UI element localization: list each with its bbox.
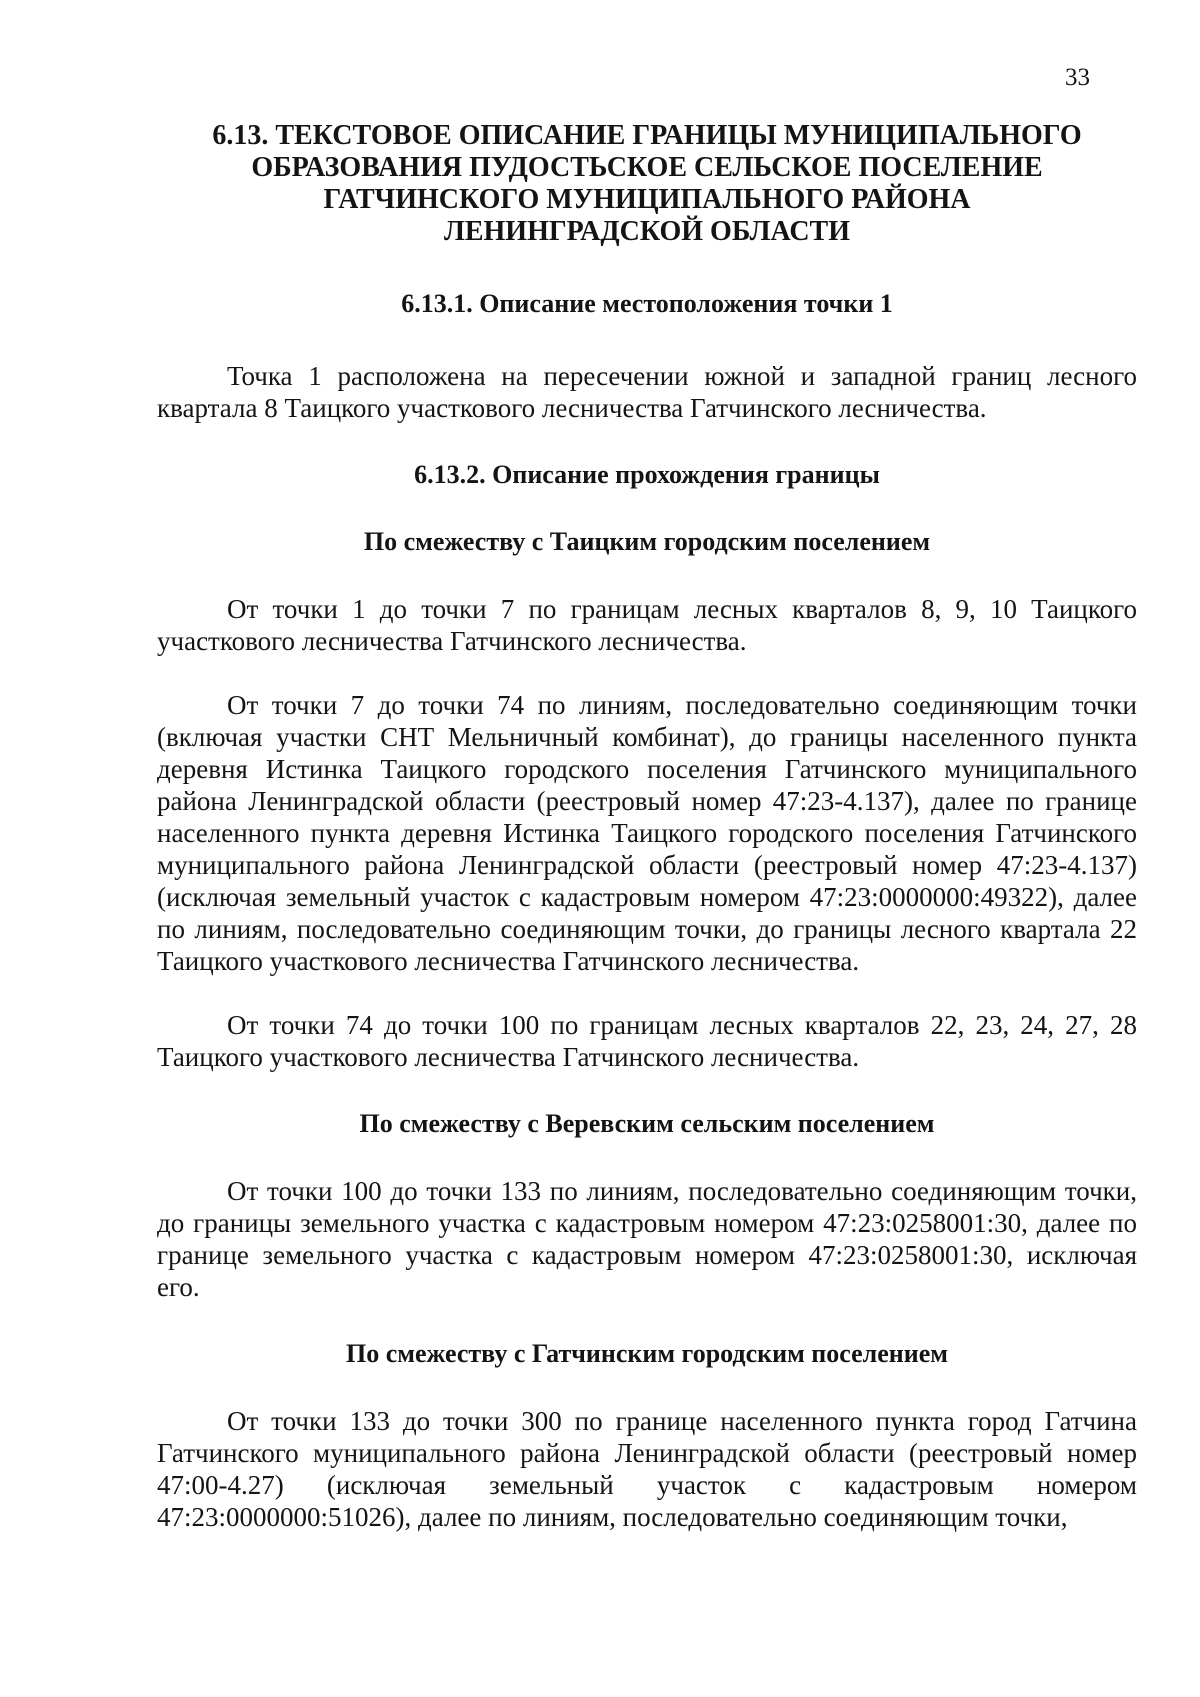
paragraph: От точки 133 до точки 300 по границе населенного пункта город Гатчина Гатчинского муниципального района Ленинградской области (реестровый номер 47:00-4.27) (исключая земельный участок с кадастровым номером 47:23:0000000:51026), далее по линиям, последовательно соединяющим точки, <box>157 1406 1137 1532</box>
paragraph: От точки 74 до точки 100 по границам лесных кварталов 22, 23, 24, 27, 28 Таицкого участкового лесничества Гатчинского лесничества. <box>157 1010 1137 1072</box>
group-heading-gatchina: По смежеству с Гатчинским городским поселением <box>345 1339 949 1368</box>
section-heading-boundary-route: 6.13.2. Описание прохождения границы <box>414 460 880 489</box>
paragraph: От точки 1 до точки 7 по границам лесных кварталов 8, 9, 10 Таицкого участкового лесничества Гатчинского лесничества. <box>157 594 1137 656</box>
paragraph: От точки 100 до точки 133 по линиям, последовательно соединяющим точки, до границы земельного участка с кадастровым номером 47:23:0258001:30, далее по границе земельного участка с кадастровым номером 47:23:0258001:30, исключая его. <box>157 1176 1137 1302</box>
group-heading-taitsy: По смежеству с Таицким городским поселением <box>363 527 931 556</box>
title-line: 6.13. ТЕКСТОВОЕ ОПИСАНИЕ ГРАНИЦЫ МУНИЦИПАЛЬНОГО <box>212 120 1082 151</box>
document-title <box>157 120 1137 248</box>
title-line: ЛЕНИНГРАДСКОЙ ОБЛАСТИ <box>443 216 851 247</box>
paragraph: От точки 7 до точки 74 по линиям, последовательно соединяющим точки (включая участки СНТ Мельничный комбинат), до границы населенного пункта деревня Истинка Таицкого городского поселения Гатчинского муниципального района Ленинградской области (реестровый номер 47:23-4.137), далее по границе населенного пункта деревня Истинка Таицкого городского поселения Гатчинского муниципального района Ленинградской области (реестровый номер 47:23-4.137) (исключая земельный участок с кадастровым номером 47:23:0000000:49322), далее по линиям, последовательно соединяющим точки, до границы лесного квартала 22 Таицкого участкового лесничества Гатчинского лесничества. <box>157 690 1137 976</box>
group-heading-verevo: По смежеству с Веревским сельским поселением <box>359 1109 935 1138</box>
title-line: ОБРАЗОВАНИЯ ПУДОСТЬСКОЕ СЕЛЬСКОЕ ПОСЕЛЕНИЕ <box>251 152 1043 183</box>
page-content <box>157 120 1137 1533</box>
paragraph-point-location: Точка 1 расположена на пересечении южной и западной границ лесного квартала 8 Таицкого участкового лесничества Гатчинского лесничества. <box>157 361 1137 423</box>
section-heading-point-location: 6.13.1. Описание местоположения точки 1 <box>401 289 893 318</box>
title-line: ГАТЧИНСКОГО МУНИЦИПАЛЬНОГО РАЙОНА <box>323 184 971 215</box>
page-number: 33 <box>1065 64 1090 91</box>
